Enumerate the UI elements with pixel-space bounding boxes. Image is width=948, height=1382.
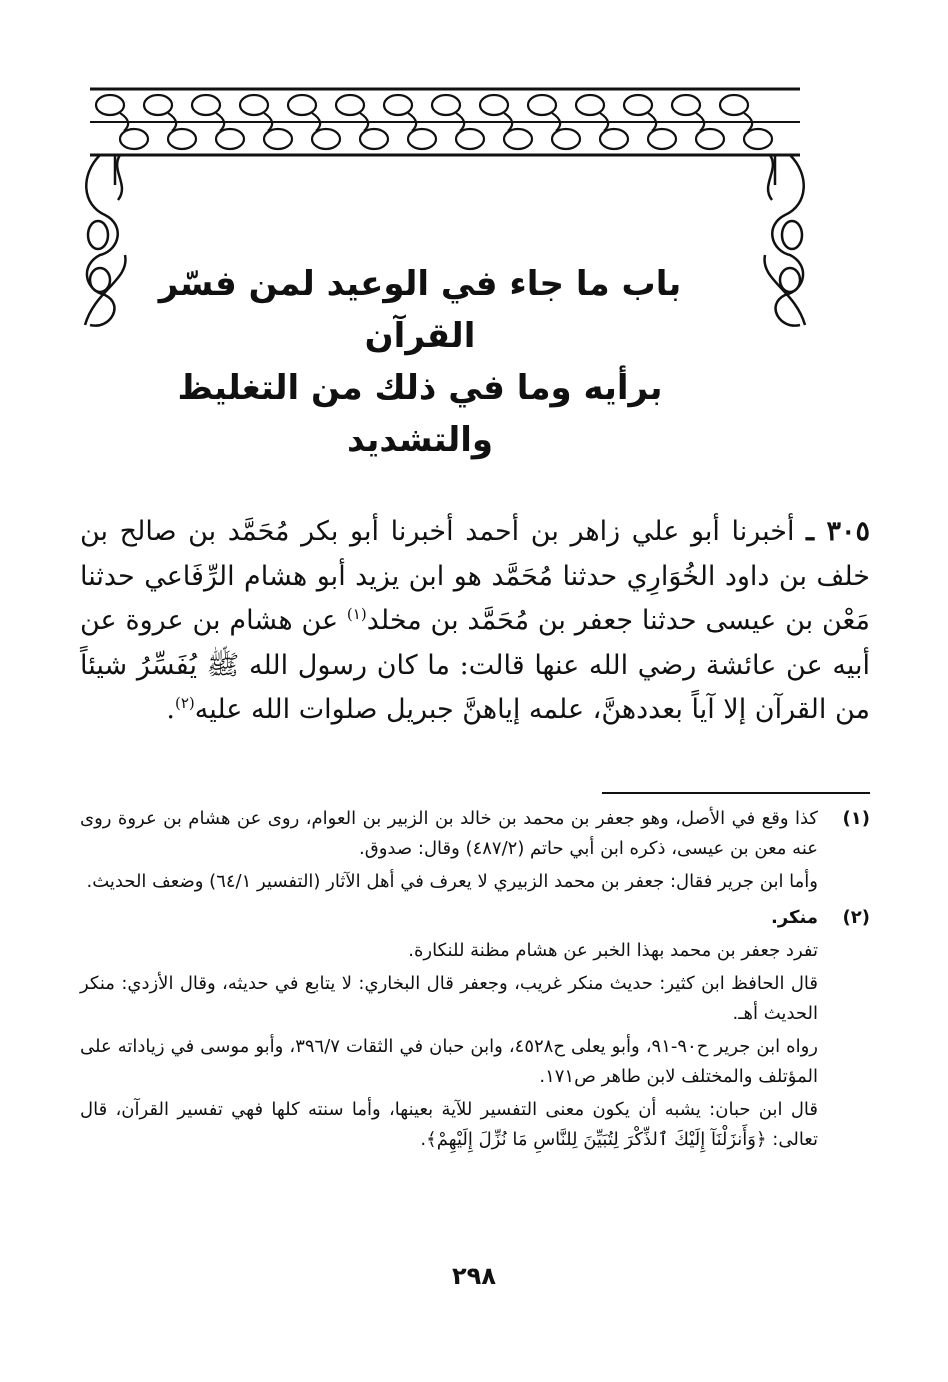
- footnote-body: [80, 903, 818, 1158]
- knot-loop: [696, 129, 724, 149]
- knot-loop: [576, 95, 604, 115]
- footnote-paragraph: كذا وقع في الأصل، وهو جعفر بن محمد بن خالد بن الزبير بن العوام، روى عن هشام بن عروة روى عنه معن بن عيسى، ذكره ابن أبي حاتم (٤٨٧/٢) وقال: صدوق.: [80, 808, 818, 859]
- knot-loop: [408, 129, 436, 149]
- knot-loop: [120, 129, 148, 149]
- knot-loop: [432, 95, 460, 115]
- footnote-paragraph: منكر.: [771, 907, 818, 928]
- footnote-2: [80, 903, 870, 1158]
- footnote-paragraph: قال ابن حبان: يشبه أن يكون معنى التفسير للآية بعينها، وأما سنته كلها فهي تفسير القرآن، قال تعالى: ﴿وَأَنزَلْنَآ إِلَيْكَ ٱلذِّكْرَ لِتُبَيِّنَ لِلنَّاسِ مَا نُزِّلَ إِلَيْهِمْ﴾.: [80, 1099, 818, 1150]
- knot-loop: [552, 129, 580, 149]
- knot-loop: [264, 129, 292, 149]
- chapter-title-line1: باب ما جاء في الوعيد لمن فسّر القرآن: [158, 264, 682, 356]
- knot-loop: [288, 95, 316, 115]
- footnote-1: [80, 804, 870, 900]
- footnote-paragraph: رواه ابن جرير ح٩٠-٩١، وأبو يعلى ح٤٥٢٨، وابن حبان في الثقات ٣٩٦/٧، وأبو موسى في زياداته على المؤتلف والمختلف لابن طاهر ص١٧١.: [80, 1036, 818, 1087]
- footnote-paragraph: قال الحافظ ابن كثير: حديث منكر غريب، وجعفر قال البخاري: لا يتابع في حديثه، وقال الأزدي: منكر الحديث أهـ.: [80, 973, 818, 1024]
- footnote-body: [80, 804, 818, 900]
- footnote-paragraph: وأما ابن جرير فقال: جعفر بن محمد الزبيري لا يعرف في أهل الآثار (التفسير ٦٤/١) وضعف الحديث.: [86, 871, 818, 892]
- page-number: ٢٩٨: [452, 1262, 496, 1290]
- knot-loop: [144, 95, 172, 115]
- footnote-ref-2: (٢): [174, 694, 195, 712]
- footnote-marker: (٢): [842, 907, 870, 928]
- knot-loop: [216, 129, 244, 149]
- footnote-ref-1: (١): [346, 605, 367, 623]
- knot-loop: [240, 95, 268, 115]
- footnotes: [80, 804, 870, 1161]
- knot-loop: [600, 129, 628, 149]
- knot-loop: [312, 129, 340, 149]
- hadith-text-part2: عن هشام بن عروة عن أبيه عن عائشة رضي الله عنها قالت: ما كان رسول الله ﷺ يُفَسِّرُ شيئاً من القرآن إلا آياً بعددهنَّ، علمه إياهنَّ جبريل صلوات الله عليه: [80, 605, 870, 725]
- knot-loop: [384, 95, 412, 115]
- footnote-marker: (١): [842, 808, 870, 829]
- hadith-text-part1: أخبرنا أبو علي زاهر بن أحمد أخبرنا أبو بكر مُحَمَّد بن صالح بن خلف بن داود الخُوَارِي حدثنا مُحَمَّد هو ابن يزيد أبو هشام الرِّفَاعي حدثنا مَعْن بن عيسى حدثنا جعفر بن مُحَمَّد بن مخلد: [80, 516, 870, 636]
- knot-loop: [336, 95, 364, 115]
- chapter-title: [120, 258, 720, 466]
- knot-loop: [648, 129, 676, 149]
- knot-loop: [624, 95, 652, 115]
- knot-loop: [456, 129, 484, 149]
- knot-loop: [168, 129, 196, 149]
- knot-loop: [744, 129, 772, 149]
- knot-loop: [480, 95, 508, 115]
- knot-loop: [720, 95, 748, 115]
- chapter-title-line2: برأيه وما في ذلك من التغليظ والتشديد: [177, 368, 663, 460]
- hadith-text: [80, 510, 870, 733]
- knot-loop: [360, 129, 388, 149]
- hadith-number: ٣٠٥ ـ: [806, 516, 871, 547]
- knot-loop: [528, 95, 556, 115]
- hadith-end: .: [166, 694, 175, 725]
- knot-loop: [504, 129, 532, 149]
- footnote-paragraph: تفرد جعفر بن محمد بهذا الخبر عن هشام مظنة للنكارة.: [408, 940, 818, 961]
- knot-loop: [96, 95, 124, 115]
- footnote-divider: [602, 792, 870, 794]
- knot-loop: [672, 95, 700, 115]
- knot-loop: [192, 95, 220, 115]
